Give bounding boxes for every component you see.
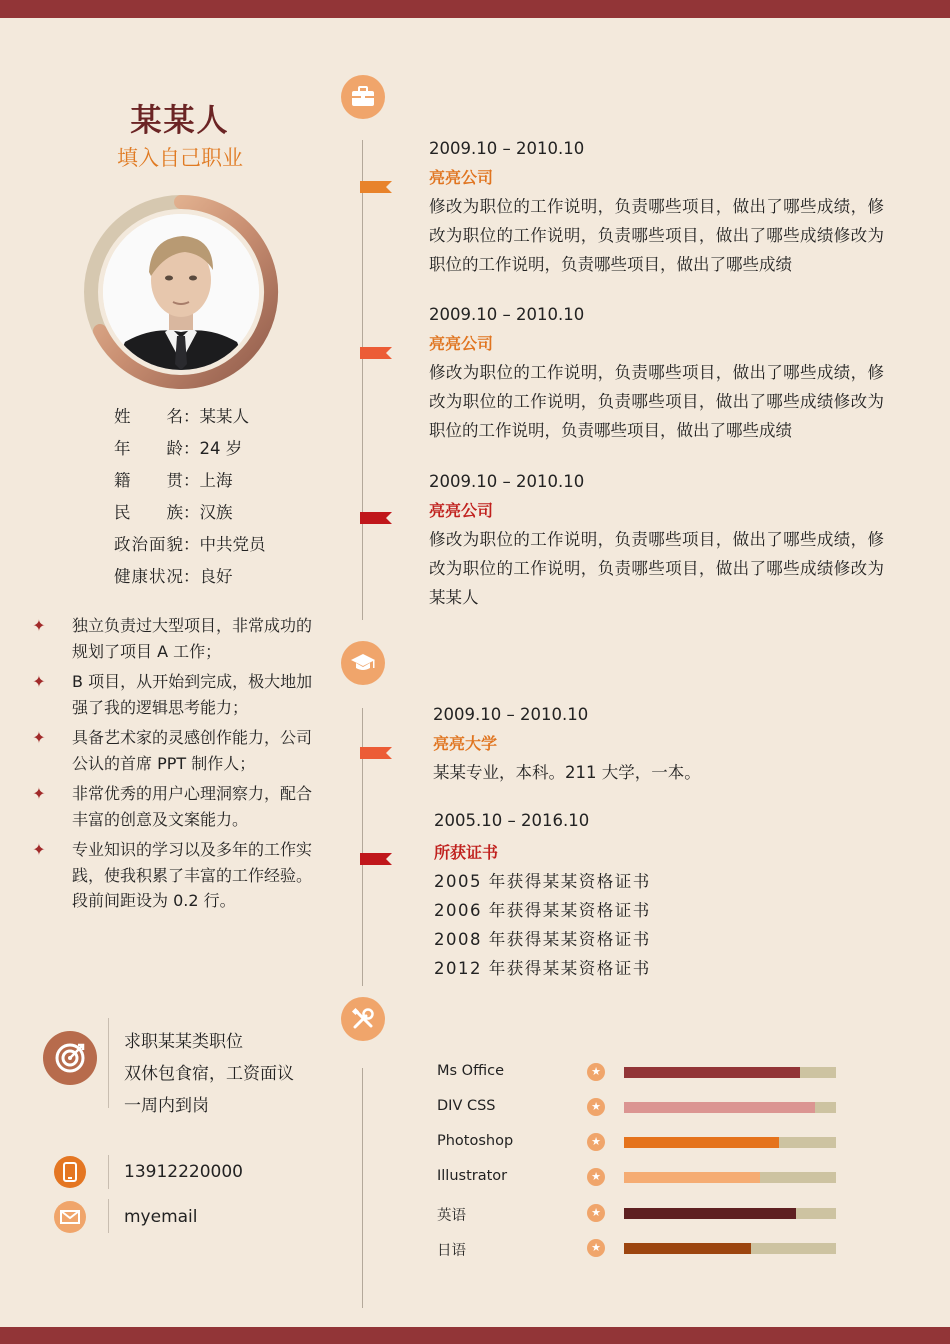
list-item: ✦ 专业知识的学习以及多年的工作实践，使我积累了丰富的工作经验。段前间距设为 0.2 行。 bbox=[30, 837, 320, 914]
skill-bar bbox=[624, 1067, 836, 1078]
timeline-flag bbox=[360, 181, 392, 193]
personal-info bbox=[114, 401, 266, 593]
certificates-date: 2005.10 – 2016.10 bbox=[434, 811, 590, 830]
star-icon: ★ bbox=[587, 1133, 605, 1151]
skill-row bbox=[437, 1196, 857, 1232]
timeline-flag bbox=[360, 347, 392, 359]
skill-name: 英语 bbox=[437, 1208, 466, 1224]
sparkle-icon: ✦ bbox=[32, 784, 46, 803]
certificate-item: 2012 年获得某某资格证书 bbox=[434, 959, 651, 978]
envelope-icon bbox=[54, 1201, 86, 1233]
work-company: 亮亮公司 bbox=[429, 168, 494, 187]
skill-bar-fill bbox=[624, 1243, 751, 1254]
skill-bar-fill bbox=[624, 1208, 796, 1219]
skill-bar-fill bbox=[624, 1067, 800, 1078]
divider bbox=[108, 1199, 109, 1233]
work-entry bbox=[429, 134, 884, 279]
skill-row bbox=[437, 1125, 857, 1161]
work-date: 2009.10 – 2010.10 bbox=[429, 139, 585, 158]
star-icon: ★ bbox=[587, 1168, 605, 1186]
timeline-flag bbox=[360, 747, 392, 759]
info-row-health: 健康状况：良好 bbox=[114, 567, 233, 586]
skill-bar bbox=[624, 1243, 836, 1254]
school-name: 亮亮大学 bbox=[433, 734, 498, 753]
timeline-flag bbox=[360, 853, 392, 865]
timeline-line-work bbox=[362, 140, 363, 620]
education-date: 2009.10 – 2010.10 bbox=[433, 705, 589, 724]
divider bbox=[108, 1155, 109, 1189]
skill-name: 日语 bbox=[437, 1243, 466, 1259]
skill-name: DIV CSS bbox=[437, 1098, 496, 1114]
job-title: 填入自己职业 bbox=[117, 146, 243, 170]
phone-icon bbox=[54, 1156, 86, 1188]
phone-number: 13912220000 bbox=[124, 1162, 243, 1182]
avatar bbox=[103, 214, 259, 370]
skill-row bbox=[437, 1090, 857, 1126]
skill-name: Illustrator bbox=[437, 1168, 508, 1184]
profile-photo-frame bbox=[82, 193, 280, 391]
list-item: ✦ 非常优秀的用户心理洞察力，配合丰富的创意及文案能力。 bbox=[30, 781, 320, 832]
work-description: 修改为职位的工作说明，负责哪些项目，做出了哪些成绩，修改为职位的工作说明，负责哪些项目，做出了哪些成绩修改为职位的工作说明，负责哪些项目，做出了哪些成绩 bbox=[429, 363, 884, 440]
sparkle-icon: ✦ bbox=[32, 672, 46, 691]
star-icon: ★ bbox=[587, 1063, 605, 1081]
email-address: myemail bbox=[124, 1207, 198, 1227]
skill-bar-fill bbox=[624, 1137, 779, 1148]
skill-bar bbox=[624, 1172, 836, 1183]
sparkle-icon: ✦ bbox=[32, 840, 46, 859]
candidate-name: 某某人 bbox=[130, 103, 230, 139]
goal-line: 求职某某类职位 bbox=[124, 1032, 243, 1052]
goal-line: 双休包食宿，工资面议 bbox=[124, 1064, 294, 1084]
info-row-ethnicity: 民族：汉族 bbox=[114, 503, 233, 522]
work-date: 2009.10 – 2010.10 bbox=[429, 305, 585, 324]
skill-name: Ms Office bbox=[437, 1063, 504, 1079]
certificate-item: 2005 年获得某某资格证书 bbox=[434, 872, 651, 891]
highlights-list bbox=[30, 613, 320, 919]
portrait-image bbox=[103, 214, 259, 370]
timeline-flag bbox=[360, 512, 392, 524]
sparkle-icon: ✦ bbox=[32, 728, 46, 747]
list-item: ✦ 具备艺术家的灵感创作能力，公司公认的首席 PPT 制作人； bbox=[30, 725, 320, 776]
job-goal bbox=[124, 1026, 294, 1122]
graduation-cap-icon bbox=[341, 641, 385, 685]
list-item: ✦ B 项目，从开始到完成，极大地加强了我的逻辑思考能力； bbox=[30, 669, 320, 720]
education-entry bbox=[433, 700, 888, 787]
info-row-name: 姓名：某某人 bbox=[114, 407, 249, 426]
education-description: 某某专业，本科。211 大学，一本。 bbox=[433, 763, 701, 782]
work-description: 修改为职位的工作说明，负责哪些项目，做出了哪些成绩，修改为职位的工作说明，负责哪些项目，做出了哪些成绩修改为某某人 bbox=[429, 530, 884, 607]
certificate-item: 2006 年获得某某资格证书 bbox=[434, 901, 651, 920]
skill-bar-fill bbox=[624, 1102, 815, 1113]
top-border-bar bbox=[0, 0, 950, 18]
work-company: 亮亮公司 bbox=[429, 501, 494, 520]
work-date: 2009.10 – 2010.10 bbox=[429, 472, 585, 491]
list-item: ✦ 独立负责过大型项目，非常成功的规划了项目 A 工作； bbox=[30, 613, 320, 664]
skill-row bbox=[437, 1160, 857, 1196]
star-icon: ★ bbox=[587, 1204, 605, 1222]
skill-row bbox=[437, 1055, 857, 1091]
skill-bar-fill bbox=[624, 1172, 760, 1183]
star-icon: ★ bbox=[587, 1098, 605, 1116]
sparkle-icon: ✦ bbox=[32, 616, 46, 635]
skill-bar bbox=[624, 1137, 836, 1148]
certificate-item: 2008 年获得某某资格证书 bbox=[434, 930, 651, 949]
info-row-hometown: 籍贯：上海 bbox=[114, 471, 233, 490]
briefcase-icon bbox=[341, 75, 385, 119]
target-icon bbox=[43, 1031, 97, 1085]
timeline-line-skills bbox=[362, 1068, 363, 1308]
star-icon: ★ bbox=[587, 1239, 605, 1257]
work-entry bbox=[429, 300, 884, 445]
skill-row bbox=[437, 1231, 857, 1267]
certificates-title: 所获证书 bbox=[434, 843, 499, 862]
certificates-entry bbox=[434, 806, 651, 983]
work-company: 亮亮公司 bbox=[429, 334, 494, 353]
skill-bar bbox=[624, 1208, 836, 1219]
tools-icon bbox=[341, 997, 385, 1041]
work-entry bbox=[429, 467, 884, 612]
skill-bar bbox=[624, 1102, 836, 1113]
info-row-political: 政治面貌：中共党员 bbox=[114, 535, 266, 554]
work-description: 修改为职位的工作说明，负责哪些项目，做出了哪些成绩，修改为职位的工作说明，负责哪些项目，做出了哪些成绩修改为职位的工作说明，负责哪些项目，做出了哪些成绩 bbox=[429, 197, 884, 274]
bottom-border-bar bbox=[0, 1327, 950, 1344]
goal-line: 一周内到岗 bbox=[124, 1096, 209, 1116]
divider bbox=[108, 1018, 109, 1108]
info-row-age: 年龄：24 岁 bbox=[114, 439, 243, 458]
skill-name: Photoshop bbox=[437, 1133, 514, 1149]
